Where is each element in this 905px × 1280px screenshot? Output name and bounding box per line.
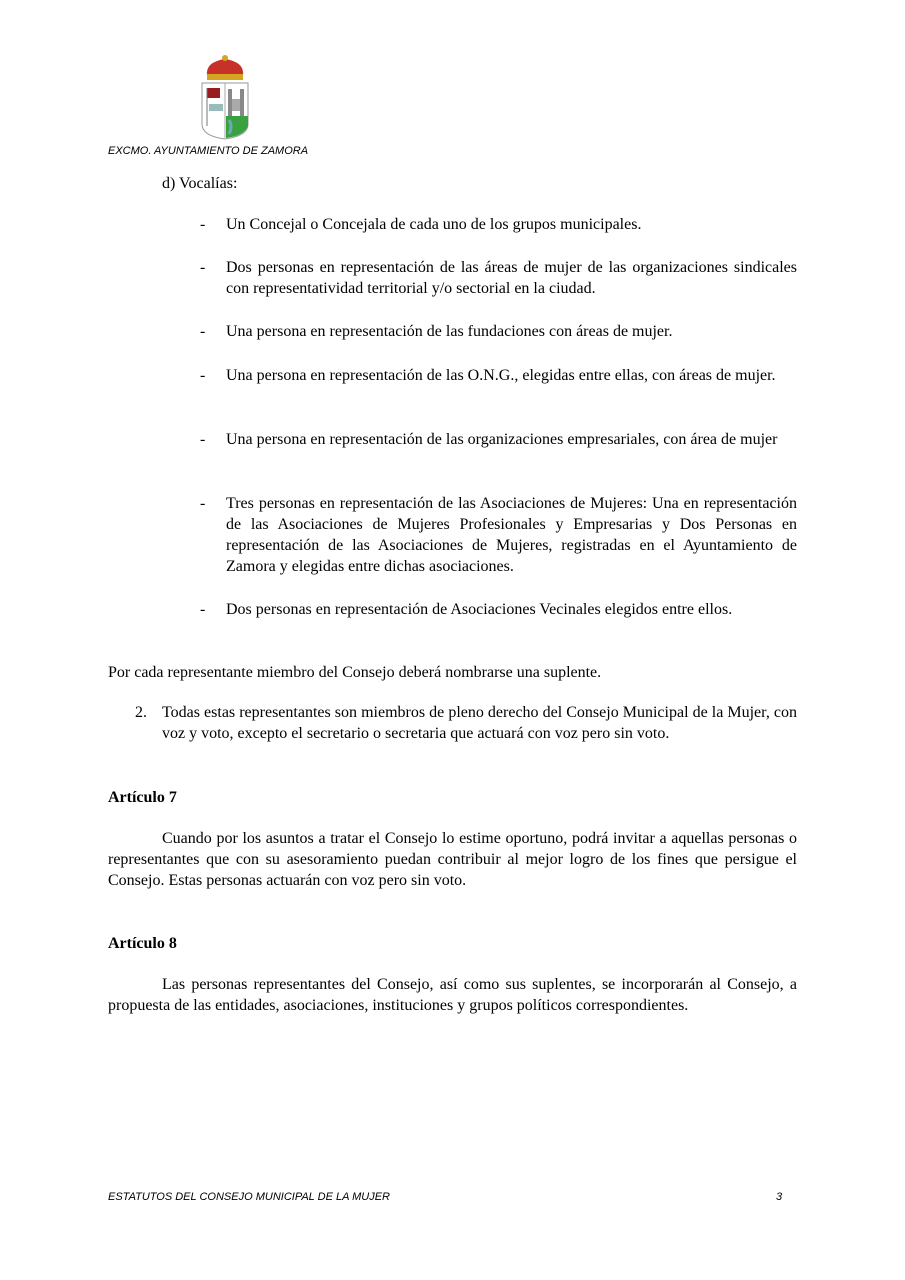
- list-item: Dos personas en representación de Asociaciones Vecinales elegidos entre ellos.: [226, 601, 733, 618]
- bullet: -: [200, 431, 206, 448]
- list-item: Una persona en representación de las O.N.G., elegidas entre ellas, con áreas de mujer.: [226, 367, 776, 384]
- vocalias-heading: d) Vocalías:: [162, 175, 238, 192]
- list-item: Una persona en representación de las fundaciones con áreas de mujer.: [226, 323, 673, 340]
- footer-title: ESTATUTOS DEL CONSEJO MUNICIPAL DE LA MUJER: [108, 1191, 390, 1203]
- list-item: Una persona en representación de las organizaciones empresariales, con área de mujer: [226, 431, 778, 448]
- bullet: -: [200, 259, 206, 276]
- bullet: -: [200, 216, 206, 233]
- list-item: Dos personas en representación de las áreas de mujer de las organizaciones sindicales con representatividad territorial y/o sectorial en la ciudad.: [226, 259, 797, 297]
- article-8-text: Las personas representantes del Consejo, así como sus suplentes, se incorporarán al Consejo, a propuesta de las entidades, asociaciones, instituciones y grupos políticos correspondientes.: [108, 976, 797, 1014]
- article-7-text: Cuando por los asuntos a tratar el Consejo lo estime oportuno, podrá invitar a aquellas personas o representantes que con su asesoramiento puedan contribuir al mejor logro de los fines que persigue el Consejo. Estas personas actuarán con voz pero sin voto.: [108, 830, 797, 889]
- header-org: EXCMO. AYUNTAMIENTO DE ZAMORA: [108, 145, 309, 157]
- list-item: Un Concejal o Concejala de cada uno de los grupos municipales.: [226, 216, 642, 233]
- list-item: Tres personas en representación de las Asociaciones de Mujeres: Una en representación de las Asociaciones de Mujeres Profesionales y Empresarias y Dos Personas en representación de las Asociaciones de Mujeres, registradas en el Ayuntamiento de Zamora y elegidas entre dichas asociaciones.: [226, 495, 797, 575]
- item-number: 2.: [135, 704, 147, 721]
- coat-of-arms-logo: [199, 54, 251, 140]
- bullet: -: [200, 323, 206, 340]
- suplente-paragraph: Por cada representante miembro del Consejo deberá nombrarse una suplente.: [108, 664, 602, 681]
- item-2-text: Todas estas representantes son miembros de pleno derecho del Consejo Municipal de la Mujer, con voz y voto, excepto el secretario o secretaria que actuará con voz pero sin voto.: [162, 704, 797, 742]
- bullet: -: [200, 367, 206, 384]
- article-8-title: Artículo 8: [108, 935, 177, 952]
- bullet: -: [200, 495, 206, 512]
- page-number: 3: [776, 1191, 783, 1203]
- article-7-title: Artículo 7: [108, 789, 177, 806]
- bullet: -: [200, 601, 206, 618]
